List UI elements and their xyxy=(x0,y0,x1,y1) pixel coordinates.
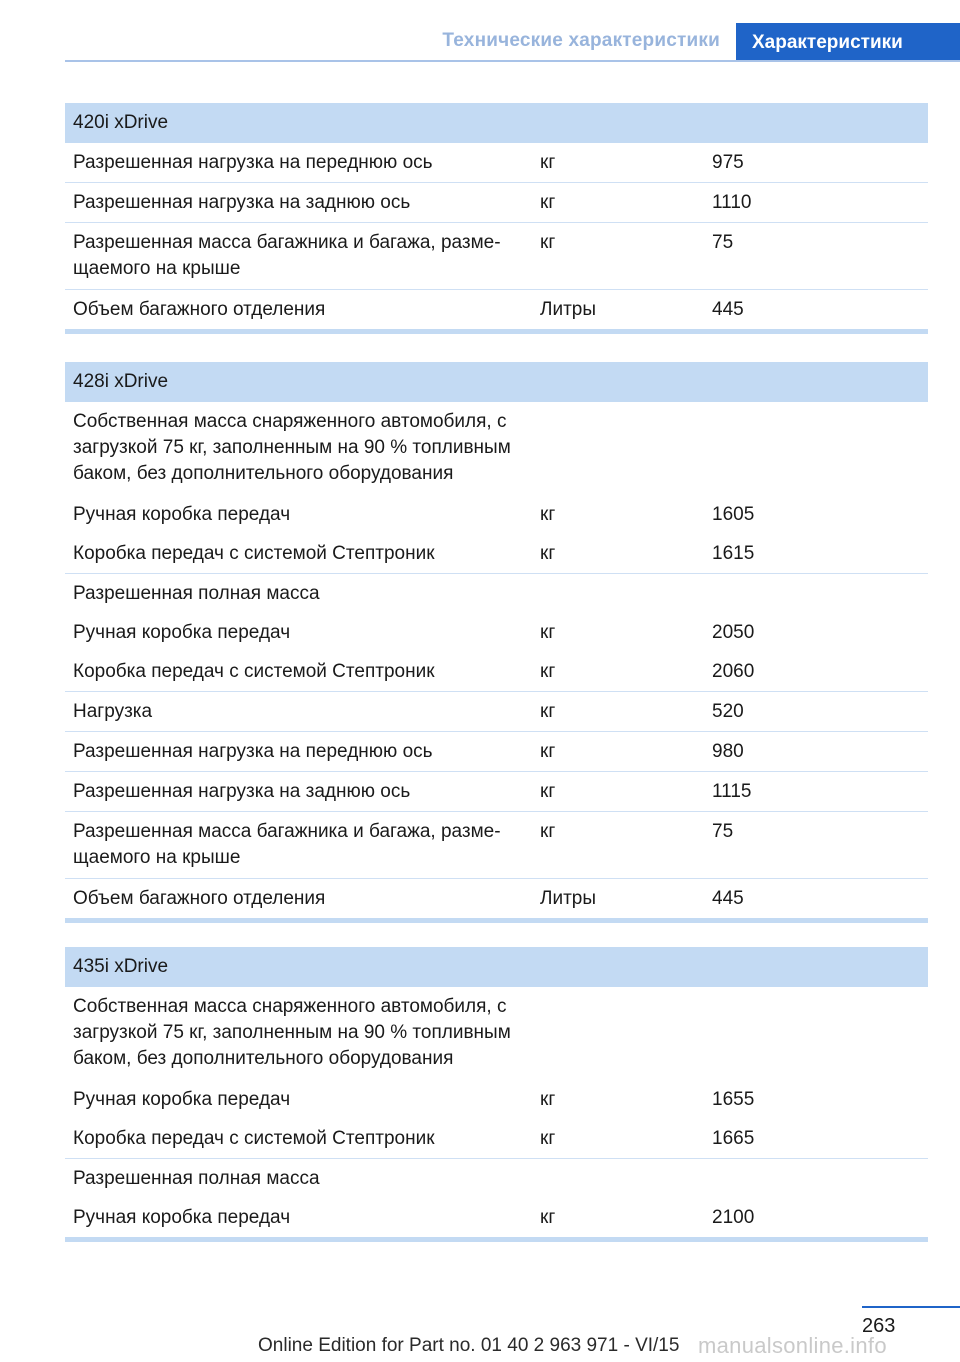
row-label: Коробка передач с системой Стептроник xyxy=(73,1128,435,1149)
row-label: Нагрузка xyxy=(73,701,153,722)
row-unit: кг xyxy=(540,192,556,213)
table-title: 435i xDrive xyxy=(65,947,928,987)
row-label: Разрешенная масса багажника и багажа, разме- щаемого на крыше xyxy=(73,232,501,279)
row-value: 1110 xyxy=(712,192,752,213)
chapter-tab[interactable]: Характеристики xyxy=(736,23,960,62)
row-unit: кг xyxy=(540,781,556,802)
row-value: 1665 xyxy=(712,1128,755,1149)
table-end-rule xyxy=(65,918,928,923)
row-unit xyxy=(540,994,712,1072)
row-unit: кг xyxy=(540,622,556,643)
row-unit: кг xyxy=(540,741,556,762)
header-divider xyxy=(65,60,960,62)
table-row xyxy=(65,1159,928,1198)
row-label: Собственная масса снаряженного автомобиля, с загрузкой 75 кг, заполненным на 90 % топливным баком, без дополнительного оборудования xyxy=(73,411,511,484)
table-row xyxy=(65,143,928,183)
row-value: 1605 xyxy=(712,504,755,525)
row-unit: кг xyxy=(540,1128,556,1149)
row-value xyxy=(712,994,928,1072)
table-row xyxy=(65,574,928,613)
footer-rule xyxy=(862,1306,960,1308)
row-label: Разрешенная нагрузка на переднюю ось xyxy=(73,152,433,173)
row-label: Объем багажного отделения xyxy=(73,888,326,909)
row-unit: кг xyxy=(540,701,556,722)
table-row xyxy=(65,223,928,290)
table-row xyxy=(65,692,928,732)
row-value: 2050 xyxy=(712,622,755,643)
row-value: 75 xyxy=(712,821,734,842)
row-label: Ручная коробка передач xyxy=(73,1207,291,1228)
watermark: manualsonline.info xyxy=(698,1333,887,1358)
row-unit: кг xyxy=(540,152,556,173)
row-value xyxy=(712,1166,928,1192)
table-row xyxy=(65,402,928,495)
row-label: Разрешенная полная масса xyxy=(73,1168,320,1189)
spec-table-435i xyxy=(65,947,928,1242)
table-row xyxy=(65,772,928,812)
table-row xyxy=(65,1080,928,1119)
row-value xyxy=(712,581,928,607)
table-end-rule xyxy=(65,329,928,334)
row-value: 445 xyxy=(712,888,744,909)
row-unit: кг xyxy=(540,543,556,564)
row-label: Объем багажного отделения xyxy=(73,299,326,320)
row-label: Коробка передач с системой Стептроник xyxy=(73,661,435,682)
page-header xyxy=(0,0,960,62)
row-label: Разрешенная масса багажника и багажа, разме- щаемого на крыше xyxy=(73,821,501,868)
row-unit: Литры xyxy=(540,888,597,909)
table-row xyxy=(65,879,928,918)
table-row xyxy=(65,183,928,223)
row-unit: кг xyxy=(540,1089,556,1110)
spec-table-420i xyxy=(65,103,928,334)
table-row xyxy=(65,290,928,329)
row-value: 75 xyxy=(712,232,734,253)
table-title: 420i xDrive xyxy=(65,103,928,143)
row-value: 975 xyxy=(712,152,744,173)
row-value: 1115 xyxy=(712,781,752,802)
row-unit xyxy=(540,581,712,607)
table-end-rule xyxy=(65,1237,928,1242)
row-label: Разрешенная полная масса xyxy=(73,583,320,604)
row-label: Разрешенная нагрузка на переднюю ось xyxy=(73,741,433,762)
row-unit xyxy=(540,409,712,487)
table-row xyxy=(65,812,928,879)
row-label: Собственная масса снаряженного автомобиля, с загрузкой 75 кг, заполненным на 90 % топливным баком, без дополнительного оборудования xyxy=(73,996,511,1069)
table-title: 428i xDrive xyxy=(65,362,928,402)
row-label: Ручная коробка передач xyxy=(73,504,291,525)
page-number: 263 xyxy=(862,1315,896,1337)
row-label: Разрешенная нагрузка на заднюю ось xyxy=(73,192,411,213)
row-value: 520 xyxy=(712,701,744,722)
table-row xyxy=(65,652,928,692)
row-unit xyxy=(540,1166,712,1192)
row-label: Коробка передач с системой Стептроник xyxy=(73,543,435,564)
row-value: 1655 xyxy=(712,1089,755,1110)
row-value: 1615 xyxy=(712,543,755,564)
row-label: Ручная коробка передач xyxy=(73,1089,291,1110)
row-unit: кг xyxy=(540,661,556,682)
row-unit: кг xyxy=(540,1207,556,1228)
table-row xyxy=(65,495,928,534)
row-unit: кг xyxy=(540,232,556,253)
table-row xyxy=(65,534,928,574)
row-value xyxy=(712,409,928,487)
row-unit: кг xyxy=(540,504,556,525)
section-title: Технические характеристики xyxy=(442,30,720,51)
table-row xyxy=(65,987,928,1080)
table-row xyxy=(65,1198,928,1237)
row-label: Ручная коробка передач xyxy=(73,622,291,643)
table-row xyxy=(65,613,928,652)
table-row xyxy=(65,732,928,772)
row-value: 980 xyxy=(712,741,744,762)
spec-table-428i xyxy=(65,362,928,923)
row-unit: Литры xyxy=(540,299,597,320)
row-unit: кг xyxy=(540,821,556,842)
row-value: 445 xyxy=(712,299,744,320)
table-row xyxy=(65,1119,928,1159)
row-value: 2100 xyxy=(712,1207,755,1228)
edition-note: Online Edition for Part no. 01 40 2 963 971 - VI/15 xyxy=(258,1335,680,1356)
row-value: 2060 xyxy=(712,661,755,682)
row-label: Разрешенная нагрузка на заднюю ось xyxy=(73,781,411,802)
